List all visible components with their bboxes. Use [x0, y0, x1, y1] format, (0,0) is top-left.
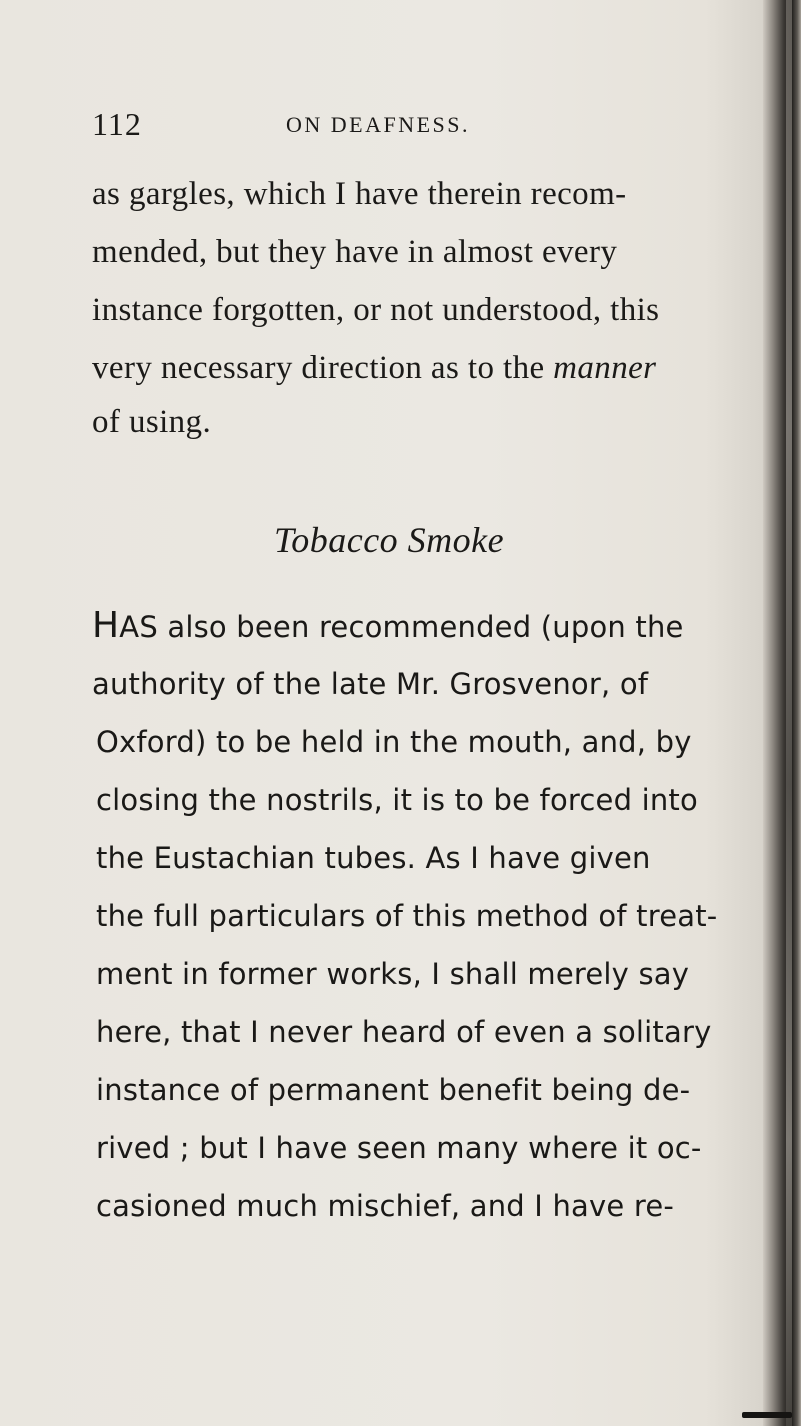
text-line: ment in former works, I shall merely say: [96, 957, 690, 991]
text-line: the Eustachian tubes. As I have given: [96, 841, 651, 875]
text-line: [92, 348, 656, 388]
section-heading: Tobacco Smoke: [274, 520, 505, 560]
emphasis-word: manner: [553, 350, 657, 386]
text-span: also been recommended (upon the: [157, 610, 684, 644]
text-line: casioned much mischief, and I have re-: [96, 1189, 675, 1223]
text-line: the full particulars of this method of treat-: [96, 899, 718, 933]
text-line: as gargles, which I have therein recom-: [92, 176, 627, 212]
running-title: ON DEAFNESS.: [286, 112, 471, 137]
page-number: 112: [92, 106, 142, 142]
text-line: rived ; but I have seen many where it oc-: [96, 1131, 702, 1165]
text-line: instance of permanent benefit being de-: [96, 1073, 691, 1107]
text-line: authority of the late Mr. Grosvenor, of: [92, 667, 649, 701]
text-line: mended, but they have in almost every: [92, 234, 618, 270]
text-span: very necessary direction as to the: [92, 350, 545, 386]
text-line: [92, 606, 684, 647]
text-line: here, that I never heard of even a solitary: [96, 1015, 712, 1049]
text-line: closing the nostrils, it is to be forced into: [96, 783, 698, 817]
first-word-rest: AS: [119, 610, 158, 644]
text-line: instance forgotten, or not understood, this: [92, 292, 660, 328]
text-line: Oxford) to be held in the mouth, and, by: [96, 725, 692, 759]
drop-initial: H: [92, 605, 120, 646]
text-line: of using.: [92, 404, 212, 440]
